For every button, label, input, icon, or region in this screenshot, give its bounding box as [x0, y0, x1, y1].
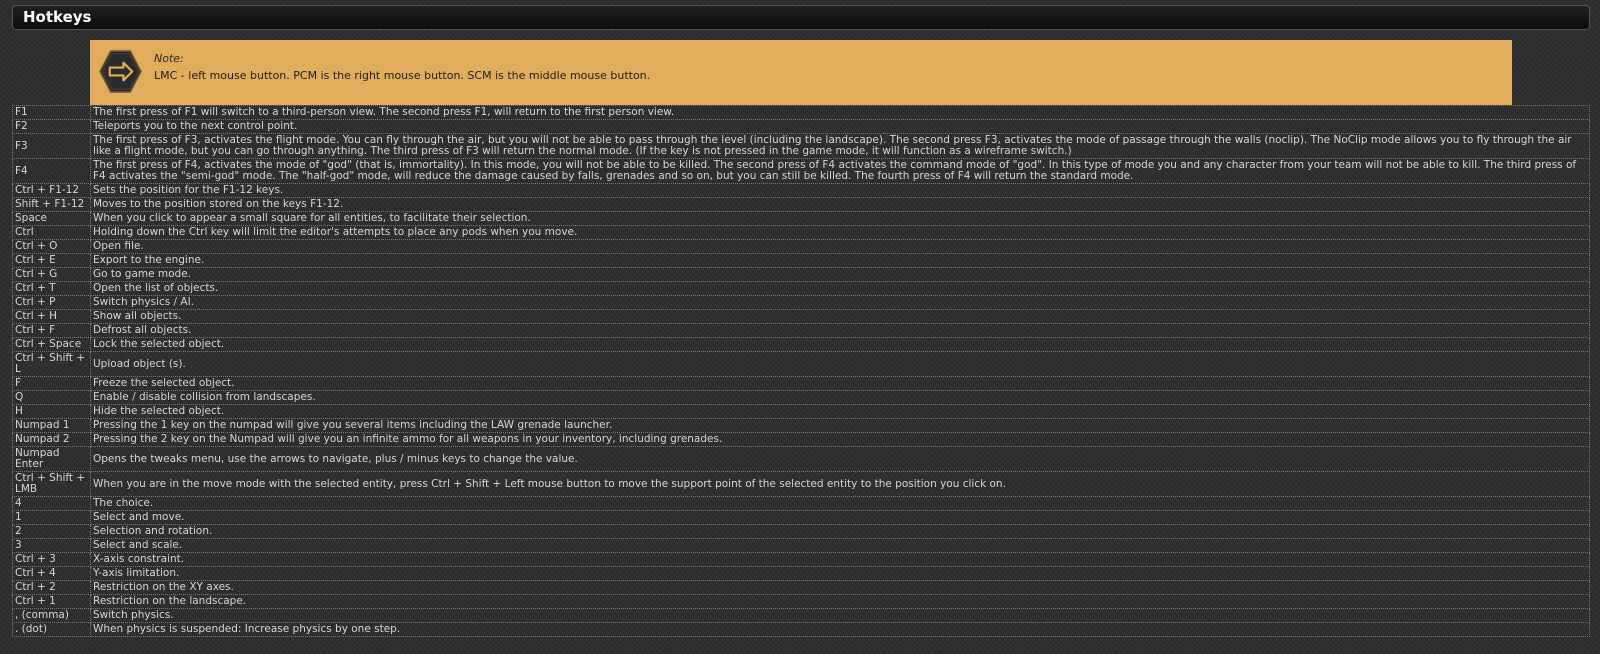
table-row — [13, 553, 1590, 567]
description-cell: Restriction on the landscape. — [91, 595, 1590, 609]
hotkey-cell: Numpad 2 — [13, 433, 91, 447]
description-cell: Upload object (s). — [91, 352, 1590, 377]
hotkey-cell: Ctrl + F1-12 — [13, 184, 91, 198]
table-row — [13, 595, 1590, 609]
hotkey-cell: Ctrl + H — [13, 310, 91, 324]
table-row — [13, 310, 1590, 324]
hotkey-cell: Space — [13, 212, 91, 226]
description-cell: Pressing the 1 key on the numpad will give you several items including the LAW grenade launcher. — [91, 419, 1590, 433]
description-cell: Switch physics / AI. — [91, 296, 1590, 310]
hotkey-cell: Ctrl + 3 — [13, 553, 91, 567]
description-cell: When you click to appear a small square for all entities, to facilitate their selection. — [91, 212, 1590, 226]
table-row — [13, 159, 1590, 184]
description-cell: Freeze the selected object. — [91, 377, 1590, 391]
hotkey-cell: Ctrl + 2 — [13, 581, 91, 595]
table-row — [13, 567, 1590, 581]
hotkey-cell: 1 — [13, 511, 91, 525]
description-cell: Hide the selected object. — [91, 405, 1590, 419]
table-row — [13, 120, 1590, 134]
hotkey-cell: Ctrl + T — [13, 282, 91, 296]
table-row — [13, 134, 1590, 159]
hotkey-cell: Ctrl + Shift + L — [13, 352, 91, 377]
hotkey-cell: Numpad 1 — [13, 419, 91, 433]
description-cell: Show all objects. — [91, 310, 1590, 324]
description-cell: Teleports you to the next control point. — [91, 120, 1590, 134]
hotkey-cell: 2 — [13, 525, 91, 539]
hotkey-cell: Ctrl + Space — [13, 338, 91, 352]
description-cell: Moves to the position stored on the keys F1-12. — [91, 198, 1590, 212]
hotkey-cell: Shift + F1-12 — [13, 198, 91, 212]
description-cell: Switch physics. — [91, 609, 1590, 623]
description-cell: Select and move. — [91, 511, 1590, 525]
description-cell: The first press of F4, activates the mode of "god" (that is, immortality). In this mode, you will not be able to be killed. The second press of F4 activates the command mode of "god". In this type of mode you and any character from your team will not be able to kill. The third press of F4 activates the "semi-god" mode. The "half-god" mode, will reduce the damage caused by falls, grenades and so on, but you can still be killed. The fourth press of F4 will return the standard mode. — [91, 159, 1590, 184]
description-cell: Restriction on the XY axes. — [91, 581, 1590, 595]
hotkey-cell: F3 — [13, 134, 91, 159]
description-cell: Holding down the Ctrl key will limit the editor's attempts to place any pods when you move. — [91, 226, 1590, 240]
hotkey-cell: 4 — [13, 497, 91, 511]
table-row — [13, 352, 1590, 377]
table-row — [13, 324, 1590, 338]
hotkey-cell: Ctrl + G — [13, 268, 91, 282]
note-box — [90, 40, 1512, 105]
hotkey-cell: H — [13, 405, 91, 419]
hotkey-cell: Ctrl + E — [13, 254, 91, 268]
table-row — [13, 212, 1590, 226]
table-row — [13, 447, 1590, 472]
hotkey-cell: Ctrl + 4 — [13, 567, 91, 581]
description-cell: When you are in the move mode with the selected entity, press Ctrl + Shift + Left mouse button to move the support point of the selected entity to the position you click on. — [91, 472, 1590, 497]
description-cell: Pressing the 2 key on the Numpad will give you an infinite ammo for all weapons in your inventory, including grenades. — [91, 433, 1590, 447]
description-cell: Sets the position for the F1-12 keys. — [91, 184, 1590, 198]
table-row — [13, 184, 1590, 198]
page-title: Hotkeys — [23, 8, 92, 26]
hotkey-cell: 3 — [13, 539, 91, 553]
table-row — [13, 254, 1590, 268]
hotkey-cell: Numpad Enter — [13, 447, 91, 472]
hotkey-cell: Ctrl — [13, 226, 91, 240]
description-cell: The choice. — [91, 497, 1590, 511]
description-cell: Open the list of objects. — [91, 282, 1590, 296]
hotkey-cell: . (dot) — [13, 623, 91, 637]
description-cell: Defrost all objects. — [91, 324, 1590, 338]
hotkey-cell: Ctrl + Shift + LMB — [13, 472, 91, 497]
note-title: Note: — [154, 52, 184, 65]
table-row — [13, 623, 1590, 637]
hotkey-cell: F1 — [13, 106, 91, 120]
table-row — [13, 525, 1590, 539]
hotkey-cell: F2 — [13, 120, 91, 134]
description-cell: When physics is suspended: Increase physics by one step. — [91, 623, 1590, 637]
table-row — [13, 539, 1590, 553]
table-row — [13, 511, 1590, 525]
table-row — [13, 226, 1590, 240]
hotkey-cell: Ctrl + P — [13, 296, 91, 310]
hotkey-cell: Ctrl + O — [13, 240, 91, 254]
table-row — [13, 497, 1590, 511]
table-row — [13, 282, 1590, 296]
description-cell: Export to the engine. — [91, 254, 1590, 268]
description-cell: Y-axis limitation. — [91, 567, 1590, 581]
hotkey-cell: F4 — [13, 159, 91, 184]
hotkey-cell: Ctrl + 1 — [13, 595, 91, 609]
hotkey-cell: Ctrl + F — [13, 324, 91, 338]
description-cell: X-axis constraint. — [91, 553, 1590, 567]
description-cell: Enable / disable collision from landscapes. — [91, 391, 1590, 405]
note-text: LMC - left mouse button. PCM is the right mouse button. SCM is the middle mouse button. — [154, 69, 651, 82]
table-row — [13, 472, 1590, 497]
table-row — [13, 391, 1590, 405]
description-cell: Select and scale. — [91, 539, 1590, 553]
page-header — [12, 5, 1590, 30]
table-row — [13, 581, 1590, 595]
table-row — [13, 377, 1590, 391]
table-row — [13, 268, 1590, 282]
hotkey-cell: , (comma) — [13, 609, 91, 623]
description-cell: Selection and rotation. — [91, 525, 1590, 539]
description-cell: Open file. — [91, 240, 1590, 254]
hotkeys-table-body — [13, 106, 1590, 637]
table-row — [13, 198, 1590, 212]
description-cell: Lock the selected object. — [91, 338, 1590, 352]
table-row — [13, 419, 1590, 433]
table-row — [13, 106, 1590, 120]
table-row — [13, 609, 1590, 623]
hotkey-cell: F — [13, 377, 91, 391]
hotkeys-table — [12, 105, 1590, 637]
table-row — [13, 405, 1590, 419]
hotkey-cell: Q — [13, 391, 91, 405]
description-cell: The first press of F3, activates the flight mode. You can fly through the air, but you will not be able to pass through the level (including the landscape). The second press F3, activates the mode of passage through the walls (noclip). The NoClip mode allows you to fly through the air like a flight mode, but you can go through anything. The third press of F3 will return the normal mode. (If the key is not pressed in the game mode, it will function as a wireframe switch.) — [91, 134, 1590, 159]
description-cell: The first press of F1 will switch to a third-person view. The second press F1, will return to the first person view. — [91, 106, 1590, 120]
description-cell: Go to game mode. — [91, 268, 1590, 282]
description-cell: Opens the tweaks menu, use the arrows to navigate, plus / minus keys to change the value. — [91, 447, 1590, 472]
arrow-right-icon — [98, 49, 143, 94]
table-row — [13, 338, 1590, 352]
table-row — [13, 296, 1590, 310]
table-row — [13, 433, 1590, 447]
table-row — [13, 240, 1590, 254]
